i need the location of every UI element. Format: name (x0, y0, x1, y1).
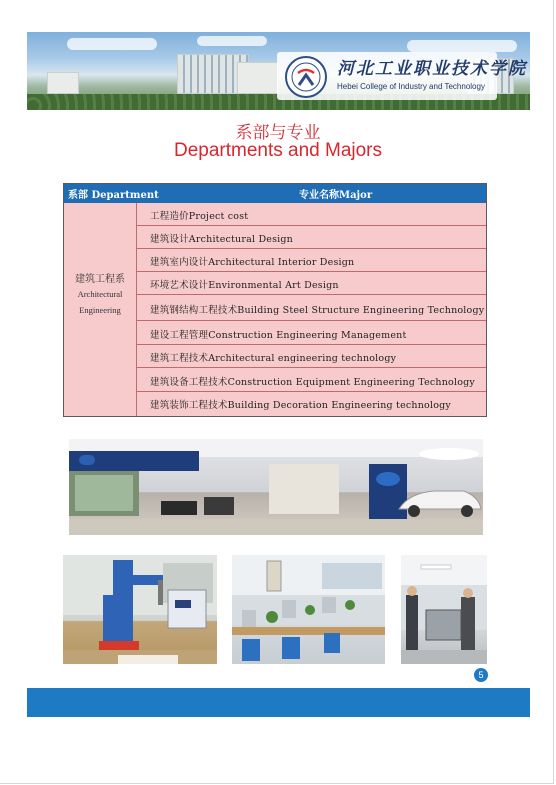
school-logo (277, 52, 527, 100)
training-workshop-photo (401, 555, 487, 664)
major-row (137, 272, 486, 295)
department-name-cn: 建筑工程系 (75, 274, 125, 285)
major-row (137, 345, 486, 368)
major-name: 建筑室内设计Architectural Interior Design (150, 257, 355, 268)
page-title-cn: 系部与专业 (235, 123, 321, 143)
major-row (137, 321, 486, 345)
major-name: 建筑设备工程技术Construction Equipment Engineering Technology (150, 377, 475, 388)
school-name-cn: 河北工业职业技术学院 (337, 59, 527, 79)
page-number: 5 (474, 668, 488, 682)
major-name: 工程造价Project cost (150, 211, 249, 222)
robot-lab-photo (63, 555, 217, 664)
major-row (137, 392, 486, 415)
major-name: 建筑钢结构工程技术Building Steel Structure Engineering Technology (150, 305, 485, 316)
major-row (137, 226, 486, 249)
header-department: 系部 Department (68, 190, 159, 201)
school-name-en: Hebei College of Industry and Technology (337, 82, 485, 91)
major-row (137, 368, 486, 392)
department-cell (64, 203, 137, 416)
major-row (137, 203, 486, 226)
major-name: 建筑装饰工程技术Building Decoration Engineering technology (150, 400, 451, 411)
computer-lab-photo (232, 555, 385, 664)
table-header (64, 184, 486, 203)
showroom-photo (69, 439, 483, 535)
major-name: 建筑工程技术Architectural engineering technology (150, 353, 397, 364)
department-name-en: Architectural Engineering (77, 289, 123, 315)
major-name: 建筑设计Architectural Design (150, 234, 293, 245)
page-title-en: Departments and Majors (173, 140, 383, 161)
major-name: 环境艺术设计Environmental Art Design (150, 280, 339, 291)
major-row (137, 249, 486, 272)
header-banner (27, 32, 530, 110)
major-name: 建设工程管理Construction Engineering Management (150, 330, 407, 341)
footer-bar (27, 688, 530, 717)
school-emblem-icon (285, 56, 327, 98)
header-major: 专业名称Major (299, 190, 373, 201)
majors-table (63, 183, 487, 417)
major-row (137, 295, 486, 321)
